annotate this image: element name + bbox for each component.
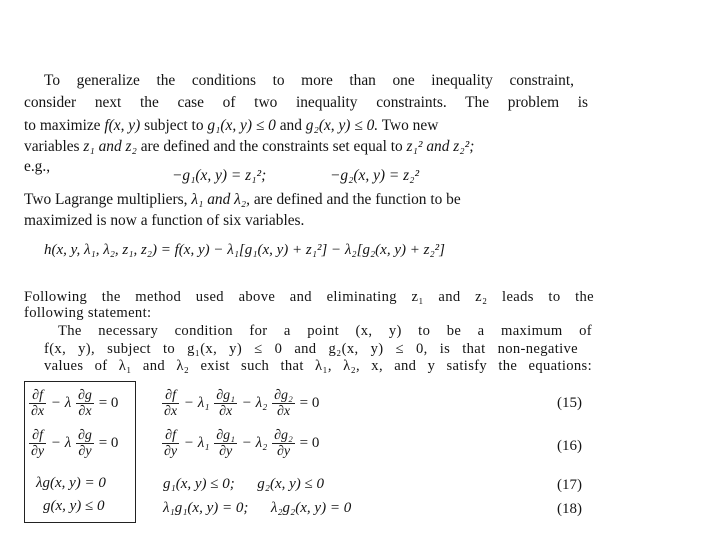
f-expr: f(x, y) (104, 117, 141, 134)
text-span: are defined and the function to be (250, 191, 461, 208)
frac-num: ∂f (162, 428, 179, 444)
frac-den: ∂y (219, 444, 233, 459)
df-dy-frac (162, 428, 179, 459)
para1-line5: e.g., (24, 158, 51, 175)
frac-den: ∂x (78, 404, 92, 419)
minus-lambda1: − λ₁ (183, 394, 210, 411)
frac-num: ∂f (29, 388, 46, 404)
text-span: subject to (140, 117, 208, 134)
dg-dx-frac (76, 388, 94, 419)
minus-lambda2: − λ₂ (241, 394, 268, 411)
equation-16 (161, 428, 319, 459)
frac-num: ∂g (78, 388, 92, 403)
minus-lambda1: − λ₁ (183, 434, 210, 451)
para2-line2: maximized is now a function of six variables. (24, 212, 305, 229)
frac-den: ∂y (276, 444, 291, 459)
lambda-vars: λ₁ and λ₂, (191, 191, 250, 208)
frac-num: ∂f (29, 428, 46, 444)
frac-den: ∂x (276, 404, 291, 419)
statement-line2: f(x, y), subject to g₁(x, y) ≤ 0 and g₂(x, y) ≤ 0, is that non-negative (44, 341, 578, 357)
box-eq-y (28, 428, 118, 459)
constraint-eq-left: −g₁(x, y) = z₁²; (172, 167, 267, 184)
equation-number-16: (16) (557, 438, 582, 454)
frac-den: ∂x (164, 404, 178, 419)
equation-17: g₁(x, y) ≤ 0; g₂(x, y) ≤ 0 (163, 476, 325, 492)
box-eq-feasibility: g(x, y) ≤ 0 (43, 498, 105, 514)
minus-lambda2: − λ₂ (241, 434, 268, 451)
constraint-eq-right: −g₂(x, y) = z₂² (330, 167, 420, 184)
df-dy-frac (29, 428, 46, 459)
para1-line2: consider next the case of two inequality constraints. The problem is (24, 94, 588, 111)
dg2-dx-frac (272, 388, 295, 419)
g1-constraint: g₁(x, y) ≤ 0 (207, 117, 276, 134)
frac-den: ∂y (31, 444, 45, 459)
minus-lambda: − λ (50, 394, 72, 411)
equals-zero: = 0 (299, 434, 320, 451)
dg1-dy-frac (214, 428, 237, 459)
equation-18: λ₁g₁(x, y) = 0; λ₂g₂(x, y) = 0 (163, 500, 352, 516)
equation-15 (161, 388, 319, 419)
text-span: variables (24, 138, 84, 155)
para2-line1 (24, 191, 594, 209)
z-vars: z₁ and z₂ (83, 138, 137, 155)
frac-num: ∂f (162, 388, 179, 404)
text-span: and (275, 117, 306, 134)
para3-line1: Following the method used above and eliminating z₁ and z₂ leads to the (24, 289, 594, 305)
dg-dy-frac (76, 428, 94, 459)
text-span: Two Lagrange multipliers, (24, 191, 192, 208)
equals-zero: = 0 (299, 394, 320, 411)
frac-num: ∂g₂ (274, 388, 293, 403)
frac-den: ∂y (164, 444, 178, 459)
equals-zero: = 0 (98, 434, 119, 451)
lagrangian-equation: h(x, y, λ₁, λ₂, z₁, z₂) = f(x, y) − λ₁[g₁(x, y) + z₁²] − λ₂[g₂(x, y) + z₂²] (44, 242, 446, 258)
frac-num: ∂g₁ (216, 388, 236, 403)
frac-num: ∂g (78, 428, 92, 443)
equation-number-18: (18) (557, 501, 582, 517)
text-span: to maximize (24, 117, 105, 134)
equation-number-17: (17) (557, 477, 582, 493)
text-span: Two new (378, 117, 439, 134)
frac-num: ∂g₂ (274, 428, 293, 443)
frac-den: ∂x (219, 404, 233, 419)
para3-line2: following statement: (24, 305, 152, 321)
minus-lambda: − λ (50, 434, 72, 451)
para1-line3 (24, 117, 594, 135)
frac-den: ∂x (31, 404, 45, 419)
df-dx-frac (29, 388, 46, 419)
para1-line1: To generalize the conditions to more than one inequality constraint, (44, 72, 574, 89)
statement-line1: The necessary condition for a point (x, y) to be a maximum of (58, 323, 592, 339)
dg1-dx-frac (214, 388, 237, 419)
box-eq-x (28, 388, 118, 419)
text-span: are defined and the constraints set equal to (136, 138, 407, 155)
df-dx-frac (162, 388, 179, 419)
frac-den: ∂y (78, 444, 92, 459)
box-eq-complementary: λg(x, y) = 0 (36, 475, 106, 491)
z-squared: z₁² and z₂²; (406, 138, 475, 155)
statement-line3: values of λ₁ and λ₂ exist such that λ₁, λ₂, x, and y satisfy the equations: (44, 358, 592, 374)
equation-number-15: (15) (557, 395, 582, 411)
g2-constraint: g₂(x, y) ≤ 0. (305, 117, 379, 134)
equals-zero: = 0 (98, 394, 119, 411)
dg2-dy-frac (272, 428, 295, 459)
para1-line4 (24, 138, 594, 156)
frac-num: ∂g₁ (216, 428, 236, 443)
